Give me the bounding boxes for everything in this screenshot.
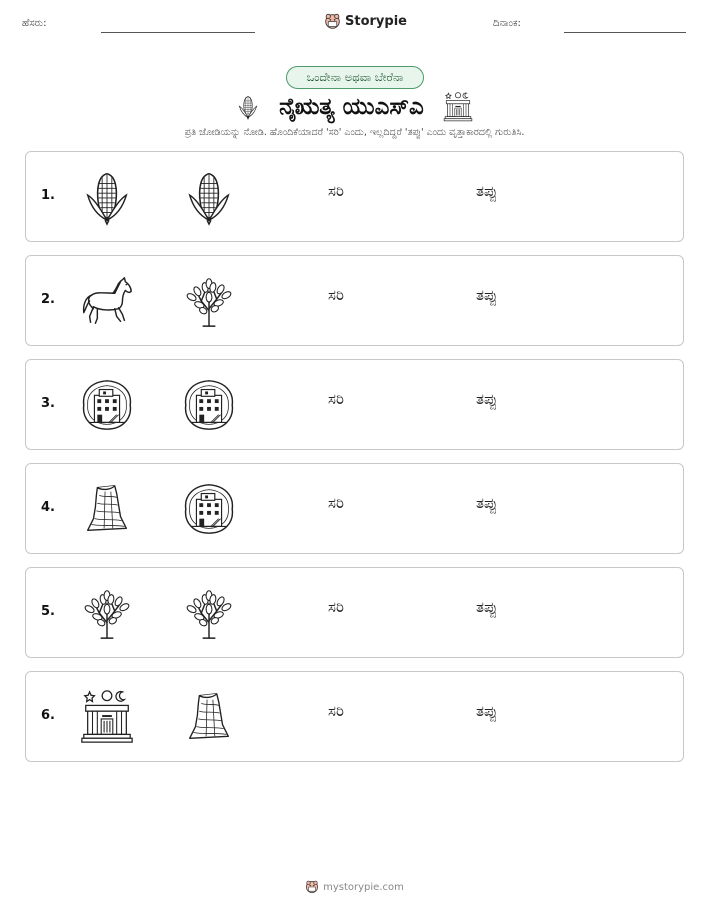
answer-option-no[interactable]: ತಪ್ಪು — [476, 182, 498, 200]
answer-option-yes[interactable]: ಸರಿ — [328, 494, 344, 512]
question-number: 1. — [41, 188, 55, 203]
question-row — [25, 151, 684, 242]
date-field[interactable] — [564, 32, 686, 33]
tree-icon — [180, 272, 238, 330]
date-label: ದಿನಾಂಕ: — [493, 18, 521, 29]
answer-option-yes[interactable]: ಸರಿ — [328, 702, 344, 720]
question-row — [25, 359, 684, 450]
instructions: ಪ್ರತಿ ಜೋಡಿಯನ್ನು ನೋಡಿ. ಹೊಂದಿಕೆಯಾದರೆ 'ಸರಿ' ಎಂದು, ಇಲ್ಲದಿದ್ದರೆ 'ತಪ್ಪು' ಎಂದು ವೃತ್ತಾಕಾರದಲ್ಲಿ ಗುರುತಿಸಿ. — [184, 127, 525, 138]
answer-option-no[interactable]: ತಪ್ಪು — [476, 494, 498, 512]
brand-logo — [324, 13, 407, 30]
temple-icon — [78, 688, 136, 746]
page-title: ನೈಋತ್ಯ ಯುಎಸ್ಎ — [279, 94, 424, 120]
answer-option-yes[interactable]: ಸರಿ — [328, 182, 344, 200]
corn-icon — [78, 168, 136, 226]
corn-icon — [180, 168, 238, 226]
question-number: 2. — [41, 292, 55, 307]
question-row — [25, 255, 684, 346]
question-number: 5. — [41, 604, 55, 619]
footer — [0, 880, 709, 894]
tree-icon — [180, 584, 238, 642]
corn-icon — [235, 92, 261, 122]
name-field[interactable] — [101, 32, 255, 33]
answer-option-no[interactable]: ತಪ್ಪು — [476, 286, 498, 304]
question-number: 4. — [41, 500, 55, 515]
answer-option-yes[interactable]: ಸರಿ — [328, 286, 344, 304]
horse-icon — [78, 272, 136, 330]
answer-option-no[interactable]: ತಪ್ಪು — [476, 390, 498, 408]
answer-option-yes[interactable]: ಸರಿ — [328, 390, 344, 408]
question-number: 6. — [41, 708, 55, 723]
mascot-icon — [324, 13, 341, 30]
mascot-icon — [305, 880, 319, 894]
cliff-dwelling-icon — [78, 376, 136, 434]
tree-icon — [78, 584, 136, 642]
temple-icon — [442, 91, 474, 123]
footer-url: mystorypie.com — [323, 881, 404, 893]
name-label: ಹೆಸರು: — [22, 18, 47, 29]
answer-option-no[interactable]: ತಪ್ಪು — [476, 702, 498, 720]
question-number: 3. — [41, 396, 55, 411]
butte-icon — [180, 688, 238, 746]
title-row — [0, 90, 709, 124]
answer-option-yes[interactable]: ಸರಿ — [328, 598, 344, 616]
butte-icon — [78, 480, 136, 538]
question-row — [25, 671, 684, 762]
question-row — [25, 567, 684, 658]
question-row — [25, 463, 684, 554]
cliff-dwelling-icon — [180, 376, 238, 434]
answer-option-no[interactable]: ತಪ್ಪು — [476, 598, 498, 616]
worksheet-type-badge: ಒಂದೇನಾ ಅಥವಾ ಬೇರೆನಾ — [286, 66, 424, 89]
cliff-dwelling-icon — [180, 480, 238, 538]
brand-name: Storypie — [345, 14, 407, 29]
